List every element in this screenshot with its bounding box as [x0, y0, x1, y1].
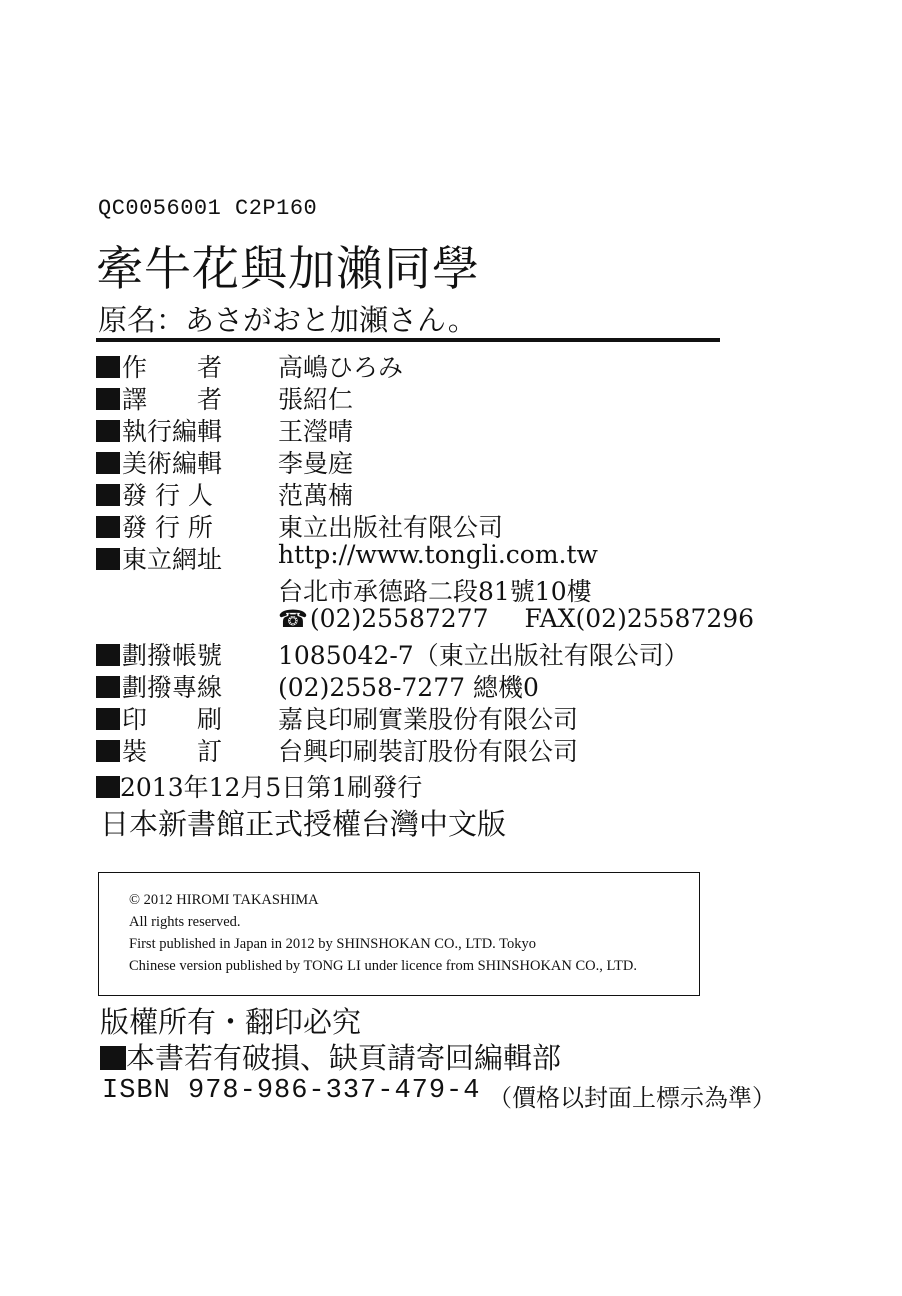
damage-notice-text: 本書若有破損、缺頁請寄回編輯部 — [126, 1041, 562, 1075]
publication-date — [96, 768, 422, 804]
bullet-square — [96, 516, 120, 538]
phone-icon: ☎ — [278, 605, 308, 633]
bullet-square — [96, 356, 120, 378]
bullet-square — [96, 776, 120, 798]
credit-label: 發 行 所 — [122, 513, 213, 542]
credit-value: (02)2558-7277 總機0 — [278, 673, 539, 702]
credit-value: 東立出版社有限公司 — [278, 513, 504, 542]
credit-label: 劃撥帳號 — [122, 641, 223, 670]
bullet-square — [96, 740, 120, 762]
isbn: ISBN 978-986-337-479-4 — [102, 1076, 481, 1106]
credit-value: 嘉良印刷實業股份有限公司 — [278, 705, 579, 734]
title-divider — [96, 338, 720, 342]
credit-label: 譯 者 — [122, 385, 223, 414]
phone-number: (02)25587277 — [309, 604, 489, 633]
fax-number: FAX(02)25587296 — [524, 604, 755, 633]
price-note: （價格以封面上標示為準） — [488, 1084, 776, 1112]
bullet-square — [96, 548, 120, 570]
credit-value: 張紹仁 — [278, 385, 354, 414]
credit-value: 李曼庭 — [278, 449, 354, 478]
bullet-square — [96, 644, 120, 666]
credit-value: 高嶋ひろみ — [278, 353, 404, 382]
original-title: 原名：あさがおと加瀬さん。 — [98, 303, 477, 337]
book-title: 牽牛花與加瀨同學 — [96, 242, 480, 297]
copyright-line: Chinese version published by TONG LI under licence from SHINSHOKAN CO., LTD. — [129, 958, 637, 974]
bullet-square — [96, 484, 120, 506]
bullet-square — [96, 388, 120, 410]
copyright-line: © 2012 HIROMI TAKASHIMA — [129, 892, 319, 908]
credit-value: 范萬楠 — [278, 481, 354, 510]
publication-date-text: 2013年12月5日第1刷發行 — [120, 773, 423, 802]
copyright-line: All rights reserved. — [129, 914, 241, 930]
credit-value: 台興印刷裝訂股份有限公司 — [278, 737, 579, 766]
credit-label: 東立網址 — [122, 545, 223, 574]
website-url: http://www.tongli.com.tw — [278, 540, 598, 569]
credit-label: 美術編輯 — [122, 449, 223, 478]
credit-label: 發 行 人 — [122, 481, 213, 510]
credit-label: 執行編輯 — [122, 417, 223, 446]
copyright-box — [98, 872, 700, 996]
bullet-square — [96, 676, 120, 698]
bullet-square — [96, 708, 120, 730]
address: 台北市承德路二段81號10樓 — [278, 577, 592, 606]
license-statement: 日本新書館正式授權台灣中文版 — [100, 807, 507, 841]
copyright-line: First published in Japan in 2012 by SHINSHOKAN CO., LTD. Tokyo — [129, 936, 537, 952]
credit-label: 裝 訂 — [122, 737, 223, 766]
credit-label: 印 刷 — [122, 705, 223, 734]
credit-value: 1085042-7（東立出版社有限公司） — [278, 641, 689, 670]
damage-notice — [100, 1036, 561, 1077]
catalog-code: QC0056001 C2P160 — [98, 196, 318, 221]
credit-label: 作 者 — [122, 353, 223, 382]
bullet-square — [100, 1046, 126, 1070]
bullet-square — [96, 452, 120, 474]
credit-value: 王瀅晴 — [278, 417, 354, 446]
rights-notice: 版權所有・翻印必究 — [100, 1005, 362, 1039]
bullet-square — [96, 420, 120, 442]
credit-label: 劃撥專線 — [122, 673, 223, 702]
